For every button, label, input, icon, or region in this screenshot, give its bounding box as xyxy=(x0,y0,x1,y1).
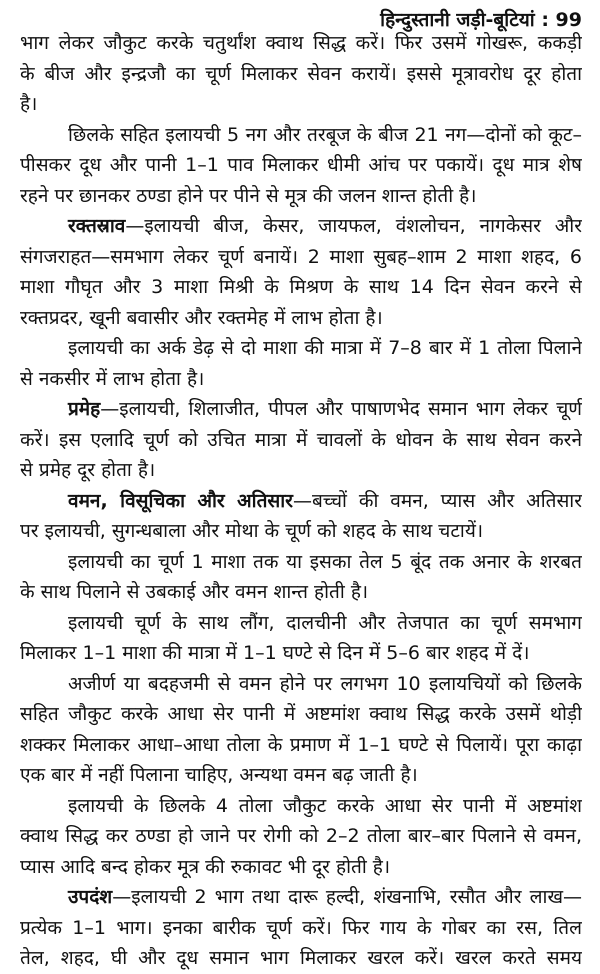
text-line xyxy=(20,913,582,944)
text-line xyxy=(20,852,582,883)
line-text: सहित जौकुट करके आधा सेर पानी में अष्टमांश क्वाथ सिद्ध करके उसमें थोड़ी xyxy=(20,703,582,725)
line-text: पीसकर दूध और पानी 1–1 पाव मिलाकर धीमी आंच पर पकायें। दूध मात्र शेष xyxy=(20,154,582,176)
line-text: —इलायची 2 भाग तथा दारू हल्दी, शंखनाभि, रसौत और लाख— xyxy=(112,886,582,908)
text-line xyxy=(20,882,582,913)
text-line xyxy=(20,211,582,242)
line-text: क्वाथ सिद्ध कर ठण्डा हो जाने पर रोगी को 2–2 तोला बार–बार पिलाने से वमन, xyxy=(20,825,582,847)
line-text: इलायची का अर्क डेढ़ से दो माशा की मात्रा में 7–8 बार में 1 तोला पिलाने xyxy=(68,337,582,359)
text-line xyxy=(20,608,582,639)
line-text: इलायची चूर्ण के साथ लौंग, दालचीनी और तेजपात का चूर्ण समभाग xyxy=(68,611,582,634)
text-line xyxy=(20,303,582,334)
text-line xyxy=(20,547,582,578)
line-text: है। xyxy=(20,93,38,115)
text-line xyxy=(20,638,582,669)
line-text: माशा गौघृत और 3 माशा मिश्री के मिश्रण के साथ 14 दिन सेवन करने से xyxy=(20,276,582,298)
line-text: के बीज और इन्द्रजौ का चूर्ण मिलाकर सेवन करायें। इससे मूत्रावरोध दूर होता xyxy=(20,62,582,85)
text-line xyxy=(20,394,582,425)
line-text: संगजराहत—समभाग लेकर चूर्ण बनायें। 2 माशा सुबह–शाम 2 माशा शहद, 6 xyxy=(20,245,582,268)
text-line xyxy=(20,699,582,730)
text-line xyxy=(20,760,582,791)
line-text: करें। इस एलादि चूर्ण को उचित मात्रा में चावलों के धोवन के साथ सेवन करने xyxy=(20,428,582,451)
line-text: तेल, शहद, घी और दूध समान भाग मिलाकर खरल करें। खरल करते समय xyxy=(20,947,582,969)
line-text: —इलायची, शिलाजीत, पीपल और पाषाणभेद समान भाग लेकर चूर्ण xyxy=(100,398,582,420)
text-line xyxy=(20,455,582,486)
line-text: मिलाकर 1–1 माशा की मात्रा में 1–1 घण्टे से दिन में 5–6 बार शहद में दें। xyxy=(20,642,530,664)
line-text: रक्तप्रदर, खूनी बवासीर और रक्तमेह में लाभ होता है। xyxy=(20,306,383,329)
line-text: रहने पर छानकर ठण्डा होने पर पीने से मूत्र की जलन शान्त होती है। xyxy=(20,184,477,207)
text-line xyxy=(20,242,582,273)
text-line xyxy=(20,181,582,212)
section-heading: वमन, विसूचिका और अतिसार xyxy=(68,489,293,512)
text-line xyxy=(20,516,582,547)
line-text: शक्कर मिलाकर आधा–आधा तोला के प्रमाण में 1–1 घण्टे से पिलायें। पूरा काढ़ा xyxy=(20,733,582,756)
line-text: इलायची का चूर्ण 1 माशा तक या इसका तेल 5 बूंद तक अनार के शरबत xyxy=(68,550,582,573)
text-line xyxy=(20,120,582,151)
line-text: प्रत्येक 1–1 भाग। इनका बारीक चूर्ण करें। फिर गाय के गोबर का रस, तिल xyxy=(20,916,582,939)
section-heading: प्रमेह xyxy=(68,398,101,420)
text-line xyxy=(20,272,582,303)
text-line xyxy=(20,425,582,456)
running-header: हिन्दुस्तानी जड़ी-बूटियां : 99 xyxy=(380,9,582,31)
text-line xyxy=(20,333,582,364)
text-line xyxy=(20,364,582,395)
text-line xyxy=(20,28,582,59)
text-line xyxy=(20,89,582,120)
line-text: अजीर्ण या बदहजमी से वमन होने पर लगभग 10 इलायचियों को छिलके xyxy=(68,672,582,695)
text-line xyxy=(20,791,582,822)
text-line xyxy=(20,943,582,974)
text-line xyxy=(20,730,582,761)
line-text: छिलके सहित इलायची 5 नग और तरबूज के बीज 21 नग—दोनों को कूट– xyxy=(68,123,582,146)
text-line xyxy=(20,486,582,517)
text-line xyxy=(20,669,582,700)
line-text: पर इलायची, सुगन्धबाला और मोथा के चूर्ण को शहद के साथ चटायें। xyxy=(20,520,484,542)
line-text: प्यास आदि बन्द होकर मूत्र की रुकावट भी दूर होती है। xyxy=(20,855,391,878)
text-line xyxy=(20,150,582,181)
section-heading: रक्तस्राव xyxy=(68,215,126,237)
line-text: —बच्चों की वमन, प्यास और अतिसार xyxy=(292,489,582,512)
line-text: के साथ पिलाने से उबकाई और वमन शान्त होती है। xyxy=(20,581,369,603)
text-line xyxy=(20,59,582,90)
line-text: —इलायची बीज, केसर, जायफल, वंशलोचन, नागकेसर और xyxy=(125,215,582,237)
text-line xyxy=(20,577,582,608)
line-text: इलायची के छिलके 4 तोला जौकुट करके आधा सेर पानी में अष्टमांश xyxy=(68,794,582,817)
line-text: से प्रमेह दूर होता है। xyxy=(20,459,156,481)
text-line xyxy=(20,821,582,852)
line-text: एक बार में नहीं पिलाना चाहिए, अन्यथा वमन बढ़ जाती है। xyxy=(20,764,418,786)
line-text: भाग लेकर जौकुट करके चतुर्थांश क्वाथ सिद्ध करें। फिर उसमें गोखरू, ककड़ी xyxy=(20,32,582,54)
page-body xyxy=(20,28,582,974)
line-text: से नकसीर में लाभ होता है। xyxy=(20,367,205,390)
section-heading: उपदंश xyxy=(68,886,113,908)
